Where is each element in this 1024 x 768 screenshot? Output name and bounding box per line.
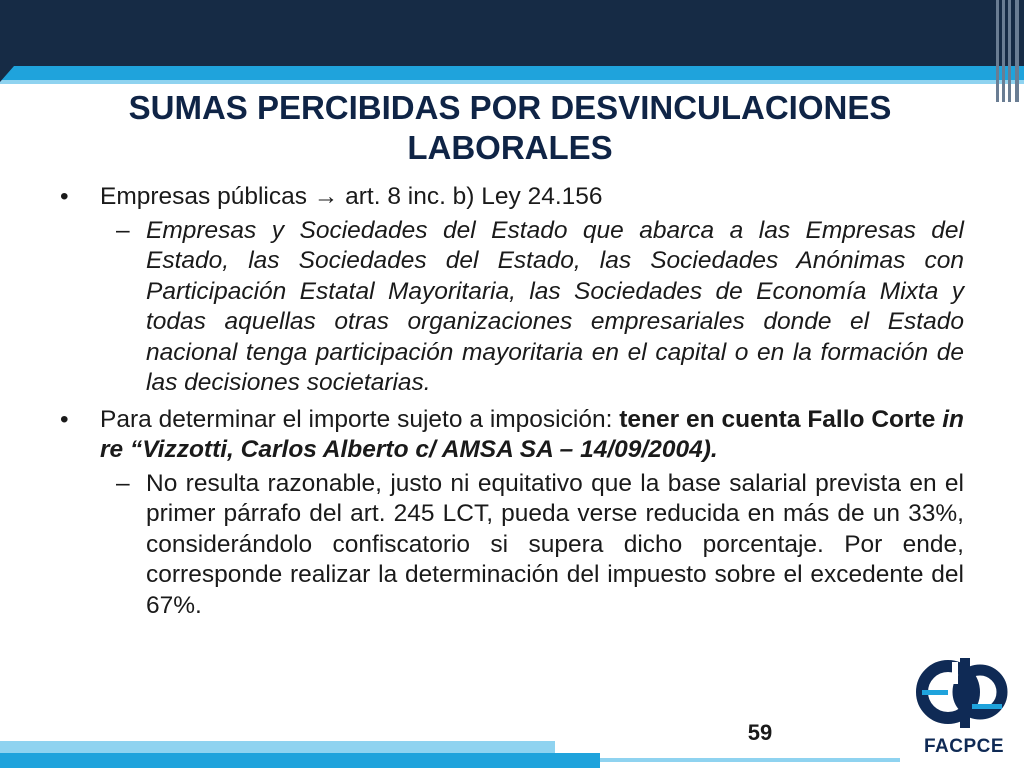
footer-accent-stripe [0, 753, 600, 768]
slide-title: SUMAS PERCIBIDAS POR DESVINCULACIONES LABORALES [128, 89, 892, 166]
bullet-item-2 [60, 405, 964, 466]
arrow-right-icon: → [313, 183, 339, 210]
bullet-2-text: Para determinar el importe sujeto a imposición: [100, 405, 613, 433]
header-bar [0, 0, 1024, 66]
sub-item-2-text: No resulta razonable, justo ni equitativo que la base salarial prevista en el primer párrafo del art. 245 LCT, pueda verse reducida en más de un 33%, considerándolo confiscatorio si supera dicho porcentaje. Por ende, corresponde realizar la determinación del impuesto sobre el excedente del 67%. [146, 469, 964, 619]
sub-item-1 [60, 216, 964, 399]
page-number: 59 [747, 720, 773, 745]
bullet-1-reference: art. 8 inc. b) Ley 24.156 [345, 183, 603, 210]
bullet-item-1 [60, 182, 964, 213]
slide-content [60, 182, 964, 627]
dash-symbol: – [116, 469, 130, 497]
bullet-symbol: • [60, 183, 69, 210]
footer-thin-stripe [600, 758, 900, 762]
bullet-1-text: Empresas públicas [100, 183, 307, 210]
header-accent-stripe [0, 66, 1024, 80]
facpce-logo-icon [912, 652, 1016, 736]
sub-item-2 [60, 469, 964, 622]
dash-symbol: – [116, 216, 130, 244]
footer-light-stripe [0, 741, 555, 753]
sub-item-1-text: Empresas y Sociedades del Estado que abarca a las Empresas del Estado, las Sociedades del Estado, las Sociedades Anónimas con Participación Estatal Mayoritaria, las Sociedades de Economía Mixta y todas aquellas otras organizaciones empresariales donde el Estado nacional tenga participación mayoritaria en el capital o en la formación de las decisiones societarias. [146, 216, 964, 396]
bullet-2-case-reference: in re “Vizzotti, Carlos Alberto c/ AMSA SA – 14/09/2004). [100, 405, 964, 463]
facpce-logo-text: FACPCE [923, 736, 1005, 757]
facpce-logo [912, 652, 1016, 764]
bullet-2-bold-text: tener en cuenta Fallo Corte [619, 405, 936, 433]
header-corner-decoration [0, 66, 14, 82]
header-light-stripe [0, 80, 1024, 84]
bullet-symbol: • [60, 405, 69, 433]
header-vertical-lines [994, 0, 1024, 102]
